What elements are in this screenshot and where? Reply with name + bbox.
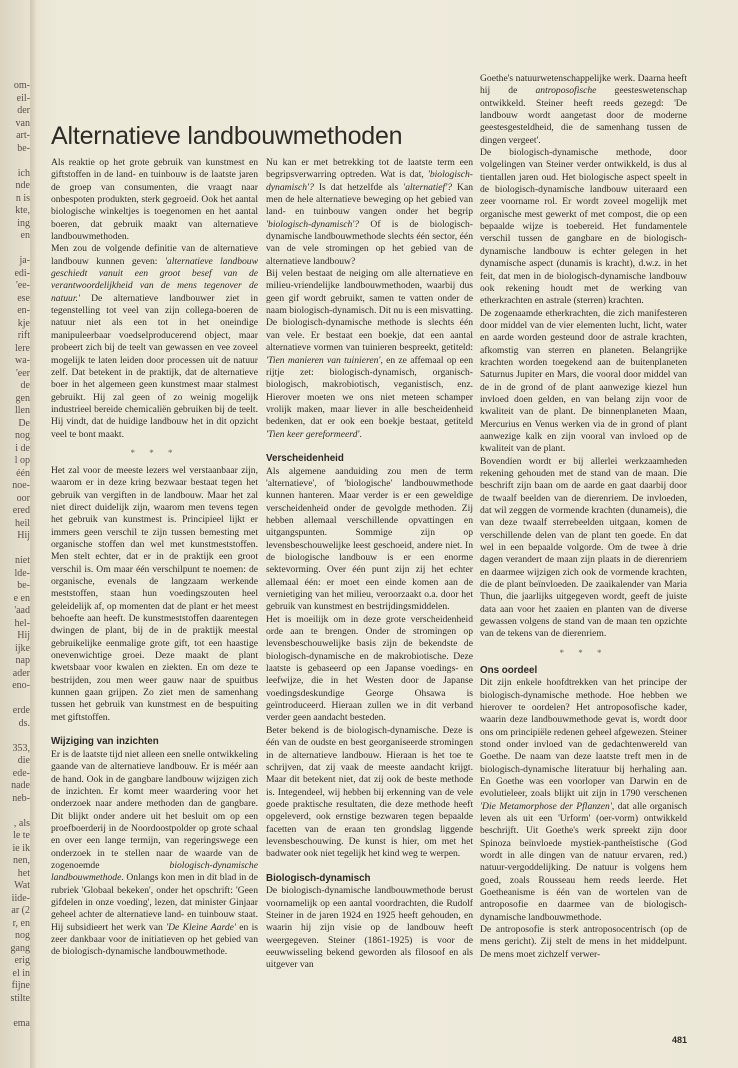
- paragraph: Bij velen bestaat de neiging om alle alternatieve en milieu-vriendelijke landbouwmethoden, waarbij dus geen gif wordt gebruikt, samen te vatten onder de naam biologisch-dynamisch. Dit nu is een misvatting. De biologisch-dynamische methode is slechts één van vele. Er bestaat een boekje, dat een aantal alternatieve vormen van tuinieren bespreekt, getiteld: 'Tien manieren van tuinieren', en ze affemaal op een rijtje zet: biologisch-dynamisch, organisch-biologisch, makrobiotisch, veganistisch, enz. Hierover moeten we ons niet meteen schamper vrolijk maken, maar liever in alle bescheidenheid bedenken, dat er ook een boekje bestaat, getiteld 'Tien keer gereformeerd'.: [266, 268, 473, 440]
- page-number: 481: [672, 1035, 688, 1045]
- margin-fragment: iide-: [11, 892, 30, 904]
- column-1: [51, 157, 258, 959]
- margin-fragment: Hij: [17, 630, 30, 641]
- margin-fragment: ja-: [19, 255, 30, 266]
- section-heading: Biologisch-dynamisch: [266, 872, 371, 884]
- margin-fragment: gang: [10, 942, 30, 954]
- margin-fragment: om-: [13, 80, 30, 91]
- margin-fragment: [2, 155, 30, 168]
- paragraph: De antroposofie is sterk antroposocentrisch (op de mens gericht). Zij stelt de mens in het middelpunt. De mens moet zichzelf verwer-: [480, 924, 687, 960]
- margin-fragment: die: [17, 755, 30, 766]
- margin-fragment: fijne: [11, 980, 30, 991]
- margin-fragment: neb-: [12, 792, 30, 804]
- margin-fragment: nog: [15, 430, 30, 441]
- margin-fragment: nap: [15, 655, 30, 666]
- paragraph: De biologisch-dynamische landbouwmethode berust voornamelijk op een aantal voordrachten, die Rudolf Steiner in de jaren 1924 en 1925 heeft gehouden, en waarin hij zijn visie op de landbouw heeft weergegeven. Steiner (1861-1925) is voor de eeuwwisseling bekend geworden als filosoof en als uitgever van: [266, 885, 473, 971]
- margin-fragment: hel-: [14, 617, 30, 629]
- margin-fragment: [2, 243, 30, 256]
- margin-fragment: [2, 543, 30, 556]
- column-2: [266, 157, 473, 972]
- paragraph: Er is de laatste tijd niet alleen een snelle ontwikkeling gaande van de alternatieve landbouw. Er is méér aan de hand. Ook in de gangbare landbouw wijzigen zich de inzichten. Er komt meer waardering voor het onderzoek naar andere methoden dan de gangbare. Dit blijkt onder andere uit het besluit om op een proefboerderij in de Noordoostpolder op grote schaal en over een lange termijn, van regeringswege een onderzoek in te stellen naar de waarde van de zogenoemde biologisch-dynamische landbouwmethode. Onlangs kon men in dit blad in de rubriek 'Globaal bekeken', onder het opschrift: 'Geen gifdelen in onze voeding', lezen, dat minister Ginjaar geheel achter de alternatieve land- en tuinbouw staat. Hij subsidieert het werk van 'De Kleine Aarde' en is zeer dankbaar voor de initiatieven op het gebied van de biologisch-dynamische landbouwmethode.: [51, 748, 259, 958]
- margin-fragment: 'aad: [14, 605, 30, 616]
- margin-fragment: 353,: [12, 742, 30, 754]
- margin-fragment: van: [15, 117, 30, 129]
- margin-fragment: edi-: [14, 267, 30, 279]
- margin-fragment: lde-: [14, 567, 30, 579]
- margin-fragment: ie ik: [12, 842, 30, 854]
- margin-fragment: ese: [17, 292, 30, 304]
- margin-fragment: niet: [15, 555, 30, 566]
- paragraph: Als reaktie op het grote gebruik van kunstmest en giftstoffen in de land- en tuinbouw is de laatste jaren de groep van consumenten, die vraagt naar onbespoten produkten, sterk gegroeid. Ook het aantal biologische winkeltjes is toegenomen en het aantal boeren, dat gebruik maakt van alternatieve landbouwmethoden.: [51, 157, 258, 243]
- paragraph: De zogenaamde etherkrachten, die zich manifesteren door middel van de vier elementen lucht, licht, water en aarde worden gesteund door de astrale krachten, afkomstig van sterren en planeten. Belangrijke krachten worden toegekend aan de buitenplaneten Saturnus Jupiter en Mars, die vooral door middel van de in de grond of de plant aanwezige kiezel hun invloed doen gelden, en van belang zijn voor de kwaliteit van de plant. De binnenplaneten Maan, Mercurius en Venus werken via de in grond of plant aanwezige kalk en zijn vooral van invloed op de kwaliteit van de plant.: [480, 307, 687, 455]
- margin-fragment: ede-: [12, 767, 30, 779]
- margin-fragment: 'ee-: [15, 280, 30, 291]
- page-fold-shadow: [30, 0, 36, 1068]
- margin-fragment: [2, 693, 30, 706]
- margin-fragment: de: [20, 380, 30, 391]
- section-heading: Ons oordeel: [480, 664, 538, 676]
- margin-fragment: nen,: [13, 855, 30, 866]
- margin-fragment: [2, 730, 30, 743]
- margin-fragment: be-: [17, 142, 30, 154]
- margin-fragment: eno-: [12, 680, 30, 691]
- paragraph: De biologisch-dynamische methode, door volgelingen van Steiner verder ontwikkeld, is dus al tientallen jaren oud. Het biologische aspect speelt in de biologisch-dynamische landbouw uiteraard een zeer voorname rol. Er wordt zoveel mogelijk met organische mest gewerkt of met compost, die op een bepaalde wijze is toebereid. Het fundamentele verschil tussen de gangbare en de biologisch-dynamische landbouw is echter gelegen in het dynamische aspect (dunamis is kracht), d.w.z. in het feit, dat men in de biologisch-dynamische landbouw ook rekening houdt met de werking van etherkrachten en astrale (sterren) krachten.: [480, 147, 687, 307]
- margin-fragment: [2, 805, 30, 818]
- margin-fragment: één: [16, 467, 30, 479]
- margin-fragment: noe-: [12, 480, 30, 491]
- margin-fragment: ader: [12, 667, 30, 679]
- paragraph: Het zal voor de meeste lezers wel verstaanbaar zijn, waarom er in deze kring bezwaar bestaat tegen het gebruik van vergiften in de landbouw. Maar het zal niet direct duidelijk zijn, waarom men tevens tegen het gebruik van kunstmest is. Principieel lijkt er immers geen verschil te zijn tussen bemesting met organische stoffen dan wel met kunstmeststoffen. Men stelt echter, dat er in de praktijk een groot verschil is. Om maar één verschilpunt te noemen: de organische, evenals de langzaam werkende meststoffen, staan hun voedingszouten heel geleidelijk af, op momenten dat de plant er het meest behoefte aan heeft. De kunstmeststoffen daarentegen dwingen de plant, bij de in de praktijk meestal gebruikelijke eenmalige grote gift, tot een haastige onevenwichtige groei. Deze maakt de plant kwetsbaar voor kwalen en ziekten. En om deze te bestrijden, zou men weer gauw naar de spuitbus kunnen gaan grijpen. Zo ziet men de samenhang tussen het gebruik van kunstmest en de bespuiting met giftstoffen.: [51, 464, 258, 723]
- paragraph: Nu kan er met betrekking tot de laatste term een begripsverwarring optreden. Wat is dat, 'biologisch-dynamisch'? Is dat hetzelfde als 'alternatief'? Kan men de hele alternatieve beweging op het gebied van land- en tuinbouw vangen onder het begrip 'biologisch-dynamisch'? Of is de biologisch-dynamische landbouwmethode slechts één sector, één van de vele stromingen op het gebied van de alternatieve landbouw?: [266, 157, 473, 267]
- paragraph: Dit zijn enkele hoofdtrekken van het principe der biologisch-dynamische methode. Hoe hebben we hierover te oordelen? Het antroposofische kader, waarin deze landbouwmethode gevat is, wordt door ons om principiële redenen geheel afgewezen. Steiner stond onder invloed van de gedachtenwereld van Goethe. De naam van deze laatste treft men in de biologisch-dynamische literatuur bij herhaling aan. En Goethe was een voorloper van Darwin en de evolutieleer, zoals blijkt uit zijn in 1790 verschenen 'Die Metamorphose der Pflanzen', dat alle organisch leven als uit een 'Urform' (oer-vorm) ontwikkeld beschrijft. Uit Goethe's werk spreekt zijn door Spinoza beïnvloede mystiek-pantheïstische (God wordt in alle dingen van de natuur ervaren, red.) natuur-vergoddelijking. De natuur is volgens hem goed, zoals Rousseau hem reeds leerde. Het Goetheanisme is één van de wortelen van de antroposofie en daarmee van de biologisch-dynamische landbouwmethode.: [480, 677, 687, 923]
- margin-fragment: nade: [11, 780, 30, 791]
- section-heading: Wijziging van inzichten: [51, 736, 159, 748]
- margin-fragment: ich: [17, 167, 30, 179]
- margin-fragment: el in: [12, 967, 30, 979]
- margin-fragment: ing: [17, 217, 30, 229]
- paragraph: Het is moeilijk om in deze grote verscheidenheid orde aan te brengen. Onder de stromingen op levensbeschouwelijke basis zijn de bekendste de biologisch-dynamische en de makrobiotische. Deze laatste is gebaseerd op een Japanse voedings- en leefwijze, die in het Westen door de Japanse voedingsdeskundige George Ohsawa is geïntroduceerd. Hieraan zullen we in dit verband verder geen aandacht besteden.: [266, 613, 473, 724]
- paragraph: Bovendien wordt er bij allerlei werkzaamheden rekening gehouden met de stand van de maan. Die beschrift zijn baan om de aarde en gaat daarbij door de twaalf beelden van de dierenriem. De invloeden, dat wil zeggen de vormende krachten (dunameis), die van deze twaalf sterrebeelden uitgaan, komen de verschillende delen van de plant ten goede. En dat wel in een bepaalde volgorde. Om de twee à drie dagen verandert de maan zijn plaats in de dierenriem en daarmee wijzigen zich ook de vormende krachten, die de plant beïnvloeden. De zaaikalender van Maria Thun, die jaarlijks uitgegeven wordt, geeft de juiste data aan voor het zaaien en planten van de diverse gewassen volgens de stand van de maan ten opzichte van de tekens van de dierenriem.: [480, 455, 687, 640]
- margin-fragment: r, en: [12, 917, 30, 929]
- margin-fragment: e en: [13, 592, 30, 604]
- margin-fragment: het: [17, 867, 30, 879]
- previous-page-margin-text: [2, 80, 30, 1030]
- margin-fragment: n is: [15, 192, 30, 204]
- margin-fragment: erig: [14, 955, 30, 966]
- section-heading: Verscheidenheid: [266, 453, 344, 465]
- margin-fragment: kte,: [15, 205, 30, 216]
- margin-fragment: be-: [17, 580, 30, 591]
- margin-fragment: en: [20, 230, 30, 241]
- article-title: Alternatieve landbouwmethoden: [51, 122, 403, 150]
- margin-fragment: i de: [15, 442, 30, 454]
- margin-fragment: De: [18, 417, 30, 429]
- margin-fragment: Wat: [14, 880, 30, 891]
- margin-fragment: ar (2: [11, 905, 30, 916]
- margin-fragment: llen: [15, 405, 30, 416]
- section-separator: * * *: [559, 647, 608, 658]
- margin-fragment: en-: [17, 305, 30, 316]
- margin-fragment: , als: [13, 817, 30, 829]
- margin-fragment: gen: [15, 392, 30, 404]
- margin-fragment: rift: [17, 330, 30, 341]
- margin-fragment: Hij: [17, 530, 30, 541]
- margin-fragment: nog: [15, 930, 30, 941]
- margin-fragment: lere: [15, 342, 30, 354]
- paragraph: Beter bekend is de biologisch-dynamische. Deze is één van de oudste en best georganiseerde stromingen in de alternatieve landbouw. Hieraan is het toe te schrijven, dat zij vaak de meeste aandacht krijgt. Maar dit betekent niet, dat zij ook de beste methode is. Integendeel, wij hebben bij erkenning van de vele goede praktische resultaten, die deze methode heeft opgeleverd, ook ernstige bezwaren tegen bepaalde facetten van de eraan ten grondslag liggende levensbeschouwing. De kunst is hier, om met het badwater ook niet tegelijk het kind weg te werpen.: [266, 724, 473, 860]
- section-separator: * * *: [130, 447, 179, 458]
- paragraph: Als algemene aanduiding zou men de term 'alternatieve', of 'biologische' landbouwmethode kunnen hanteren. Maar verder is er een geweldige verscheidenheid onder de gevolgde methoden. Zij hebben allemaal verschillende opvattingen en uitgangspunten. Sommige zijn op levensbeschouwelijke leest geschoeid, andere niet. In de biologische landbouw is er een enorme sektevorming. Over één punt zijn zij het echter allemaal één: er moet een einde komen aan de vernietiging van het milieu, veroorzaakt o.a. door het gebruik van kunstmest en bestrijdingsmiddelen.: [266, 465, 473, 613]
- margin-fragment: oor: [16, 492, 30, 504]
- margin-fragment: ijke: [15, 642, 30, 654]
- margin-fragment: art-: [16, 130, 30, 141]
- margin-fragment: ered: [12, 505, 30, 516]
- margin-fragment: l op: [14, 455, 30, 466]
- paragraph: Men zou de volgende definitie van de alternatieve landbouw kunnen geven: 'alternatieve landbouw geschiedt vanuit een groot besef van de verantwoordelijkheid van de mens tegenover de natuur.' De alternatieve landbouwer ziet in tegenstelling tot veel van zijn collega-boeren de natuur niet als een tot in het oneindige manipuleerbaar voedselproducerend object, maar probeert zich bij de teelt van gewassen en vee zoveel mogelijk te laten leiden door processen uit de natuur zelf. Dat betekent in de praktijk, dat de alternatieve boer in het algemeen geen kunstmest maar stalmest gebruikt. Hij zal geen of zo weinig mogelijk industrieel bereide chemicaliën gebruiken bij de teelt. Hij vindt, dat de huidige landbouw het in dit opzicht veel te bont maakt.: [51, 243, 258, 440]
- paragraph: Goethe's natuurwetenschappelijke werk. Daarna heeft hij de antroposofische geesteswetenschap ontwikkeld. Steiner heeft reeds gezegd: 'De landbouw wordt aangetast door de moderne geestesgesteldheid, die de samenhang tussen de dingen vergeet'.: [480, 73, 687, 146]
- margin-fragment: le te: [13, 830, 30, 841]
- margin-fragment: [2, 1005, 30, 1018]
- margin-fragment: stilte: [10, 992, 30, 1004]
- margin-fragment: wa-: [15, 355, 30, 366]
- margin-fragment: ds.: [18, 717, 30, 729]
- margin-fragment: nde: [15, 180, 30, 191]
- margin-fragment: heil: [15, 517, 30, 529]
- column-3: [480, 73, 687, 961]
- margin-fragment: eil-: [16, 92, 30, 104]
- margin-fragment: 'eer: [15, 367, 30, 379]
- margin-fragment: ema: [13, 1017, 30, 1029]
- margin-fragment: der: [17, 105, 30, 116]
- margin-fragment: kje: [17, 317, 30, 329]
- margin-fragment: erde: [12, 705, 30, 716]
